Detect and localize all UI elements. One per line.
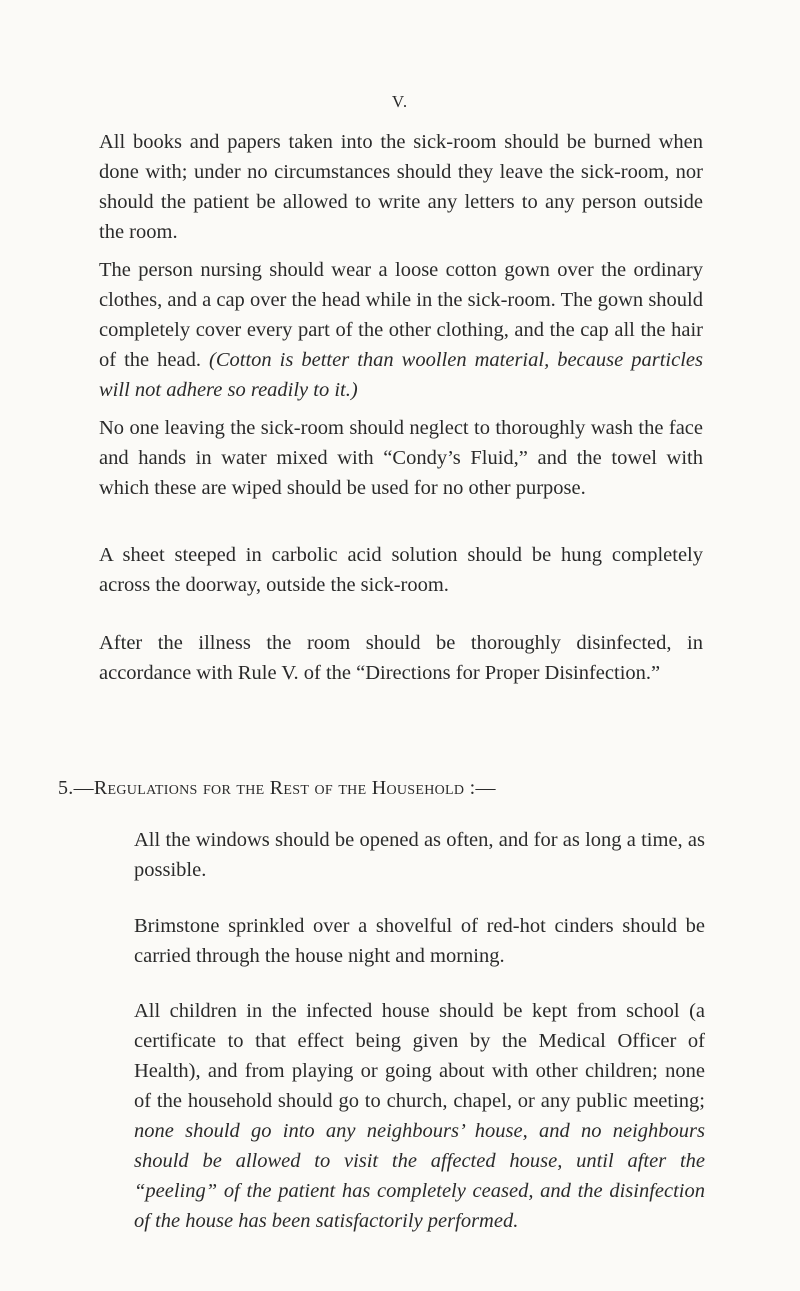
- paragraph-washing: No one leaving the sick-room should neglect to thoroughly wash the face and hands in water mixed with “Condy’s Fluid,” and the towel with which these are wiped should be used for no other purpose.: [99, 417, 703, 499]
- paragraph-nursing-attire-text: The person nursing should wear a loose cotton gown over the ordinary clothes, and a cap over the head while in the sick-room. The gown should completely cover every part of the other clothing, and the cap all the hair of the head.: [99, 259, 703, 371]
- paragraph-children: [134, 996, 705, 1236]
- paragraph-windows: All the windows should be opened as often, and for as long a time, as possible.: [134, 829, 705, 881]
- paragraph-brimstone: Brimstone sprinkled over a shovelful of red-hot cinders should be carried through the house night and morning.: [134, 915, 705, 967]
- section-heading: 5.—Regulations for the Rest of the Household :—: [58, 777, 496, 799]
- paragraph-children-italic: none should go into any neighbours’ house, and no neighbours should be allowed to visit the affected house, until after the “peeling” of the patient has completely ceased, and the disinfection of the house has been satisfactorily performed.: [134, 1120, 705, 1232]
- paragraph-books-and-papers: All books and papers taken into the sick-room should be burned when done with; under no circumstances should they leave the sick-room, nor should the patient be allowed to write any letters to any person outside the room.: [99, 131, 703, 243]
- paragraph-nursing-attire-note: (Cotton is better than woollen material, because particles will not adhere so readily to it.): [99, 349, 703, 401]
- paragraph-nursing-attire: [99, 255, 703, 405]
- paragraph-disinfection: After the illness the room should be thoroughly disinfected, in accordance with Rule V. of the “Directions for Proper Disinfection.”: [99, 632, 703, 684]
- paragraph-children-text: All children in the infected house should be kept from school (a certificate to that effect being given by the Medical Officer of Health), and from playing or going about with other children; none of the household should go to church, chapel, or any public meeting;: [134, 1000, 705, 1112]
- page-number: V.: [391, 92, 409, 111]
- paragraph-carbolic-sheet: A sheet steeped in carbolic acid solution should be hung completely across the doorway, outside the sick-room.: [99, 544, 703, 596]
